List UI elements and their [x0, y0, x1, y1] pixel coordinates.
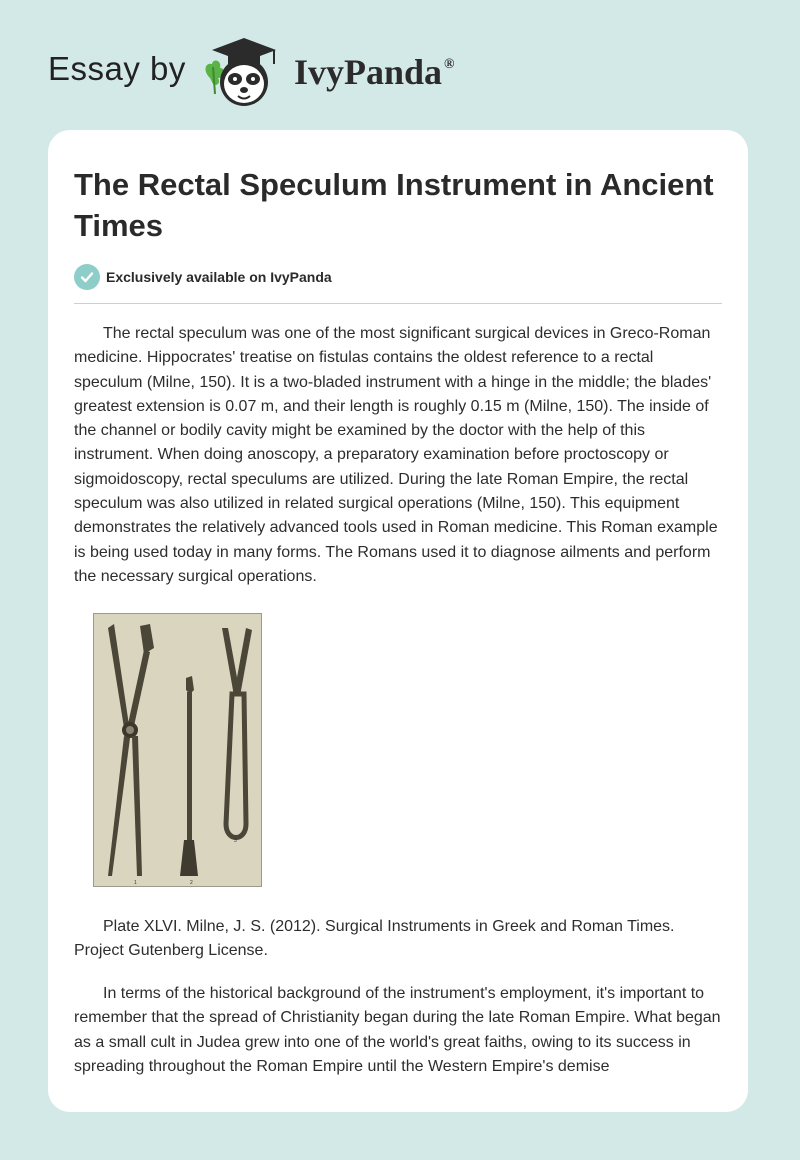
panda-logo-icon[interactable]: [200, 34, 280, 110]
brand-name[interactable]: [294, 51, 455, 93]
registered-mark: ®: [444, 57, 455, 72]
divider: [74, 303, 722, 304]
plate-label-2: 2: [190, 880, 193, 886]
plate-label-1: 1: [134, 880, 137, 886]
exclusive-badge: [74, 264, 332, 290]
essay-title: The Rectal Speculum Instrument in Ancient Times: [74, 167, 714, 243]
image-caption: Plate XLVI. Milne, J. S. (2012). Surgical Instruments in Greek and Roman Times. Project Gutenberg License.: [74, 918, 675, 960]
exclusive-badge-text: Exclusively available on IvyPanda: [106, 269, 332, 285]
paragraph-2: In terms of the historical background of the instrument's employment, it's important to remember that the spread of Christianity began during the late Roman Empire. What began as a small cult in Judea grew into one of the world's great faiths, owing to its success in spreading throughout the Roman Empire until the Western Empire's demise: [74, 985, 721, 1075]
brand-text: IvyPanda: [294, 52, 443, 92]
essay-by-label: Essay by: [48, 50, 186, 87]
paragraph-1: The rectal speculum was one of the most significant surgical devices in Greco-Roman medicine. Hippocrates' treatise on fistulas contains the oldest reference to a rectal speculum (Milne, 150). It is a two-bladed instrument with a hinge in the middle; the blades' greatest extension is 0.07 m, and their length is roughly 0.15 m (Milne, 150). The inside of the channel or bodily cavity might be examined by the doctor with the help of this instrument. When doing anoscopy, a preparatory examination before proctoscopy or sigmoidoscopy, rectal speculums are utilized. During the late Roman Empire, the rectal speculum was also utilized in related surgical operations (Milne, 150). This equipment demonstrates the relatively advanced tools used in Roman medicine. This Roman example is being used today in many forms. The Romans used it to diagnose ailments and perform the necessary surgical operations.: [74, 325, 718, 585]
surgical-instruments-plate-image: [93, 613, 262, 887]
essay-card: [48, 130, 748, 1112]
checkmark-icon: [74, 264, 100, 290]
site-header: [0, 0, 800, 120]
plate-label-3: 3: [234, 838, 237, 844]
